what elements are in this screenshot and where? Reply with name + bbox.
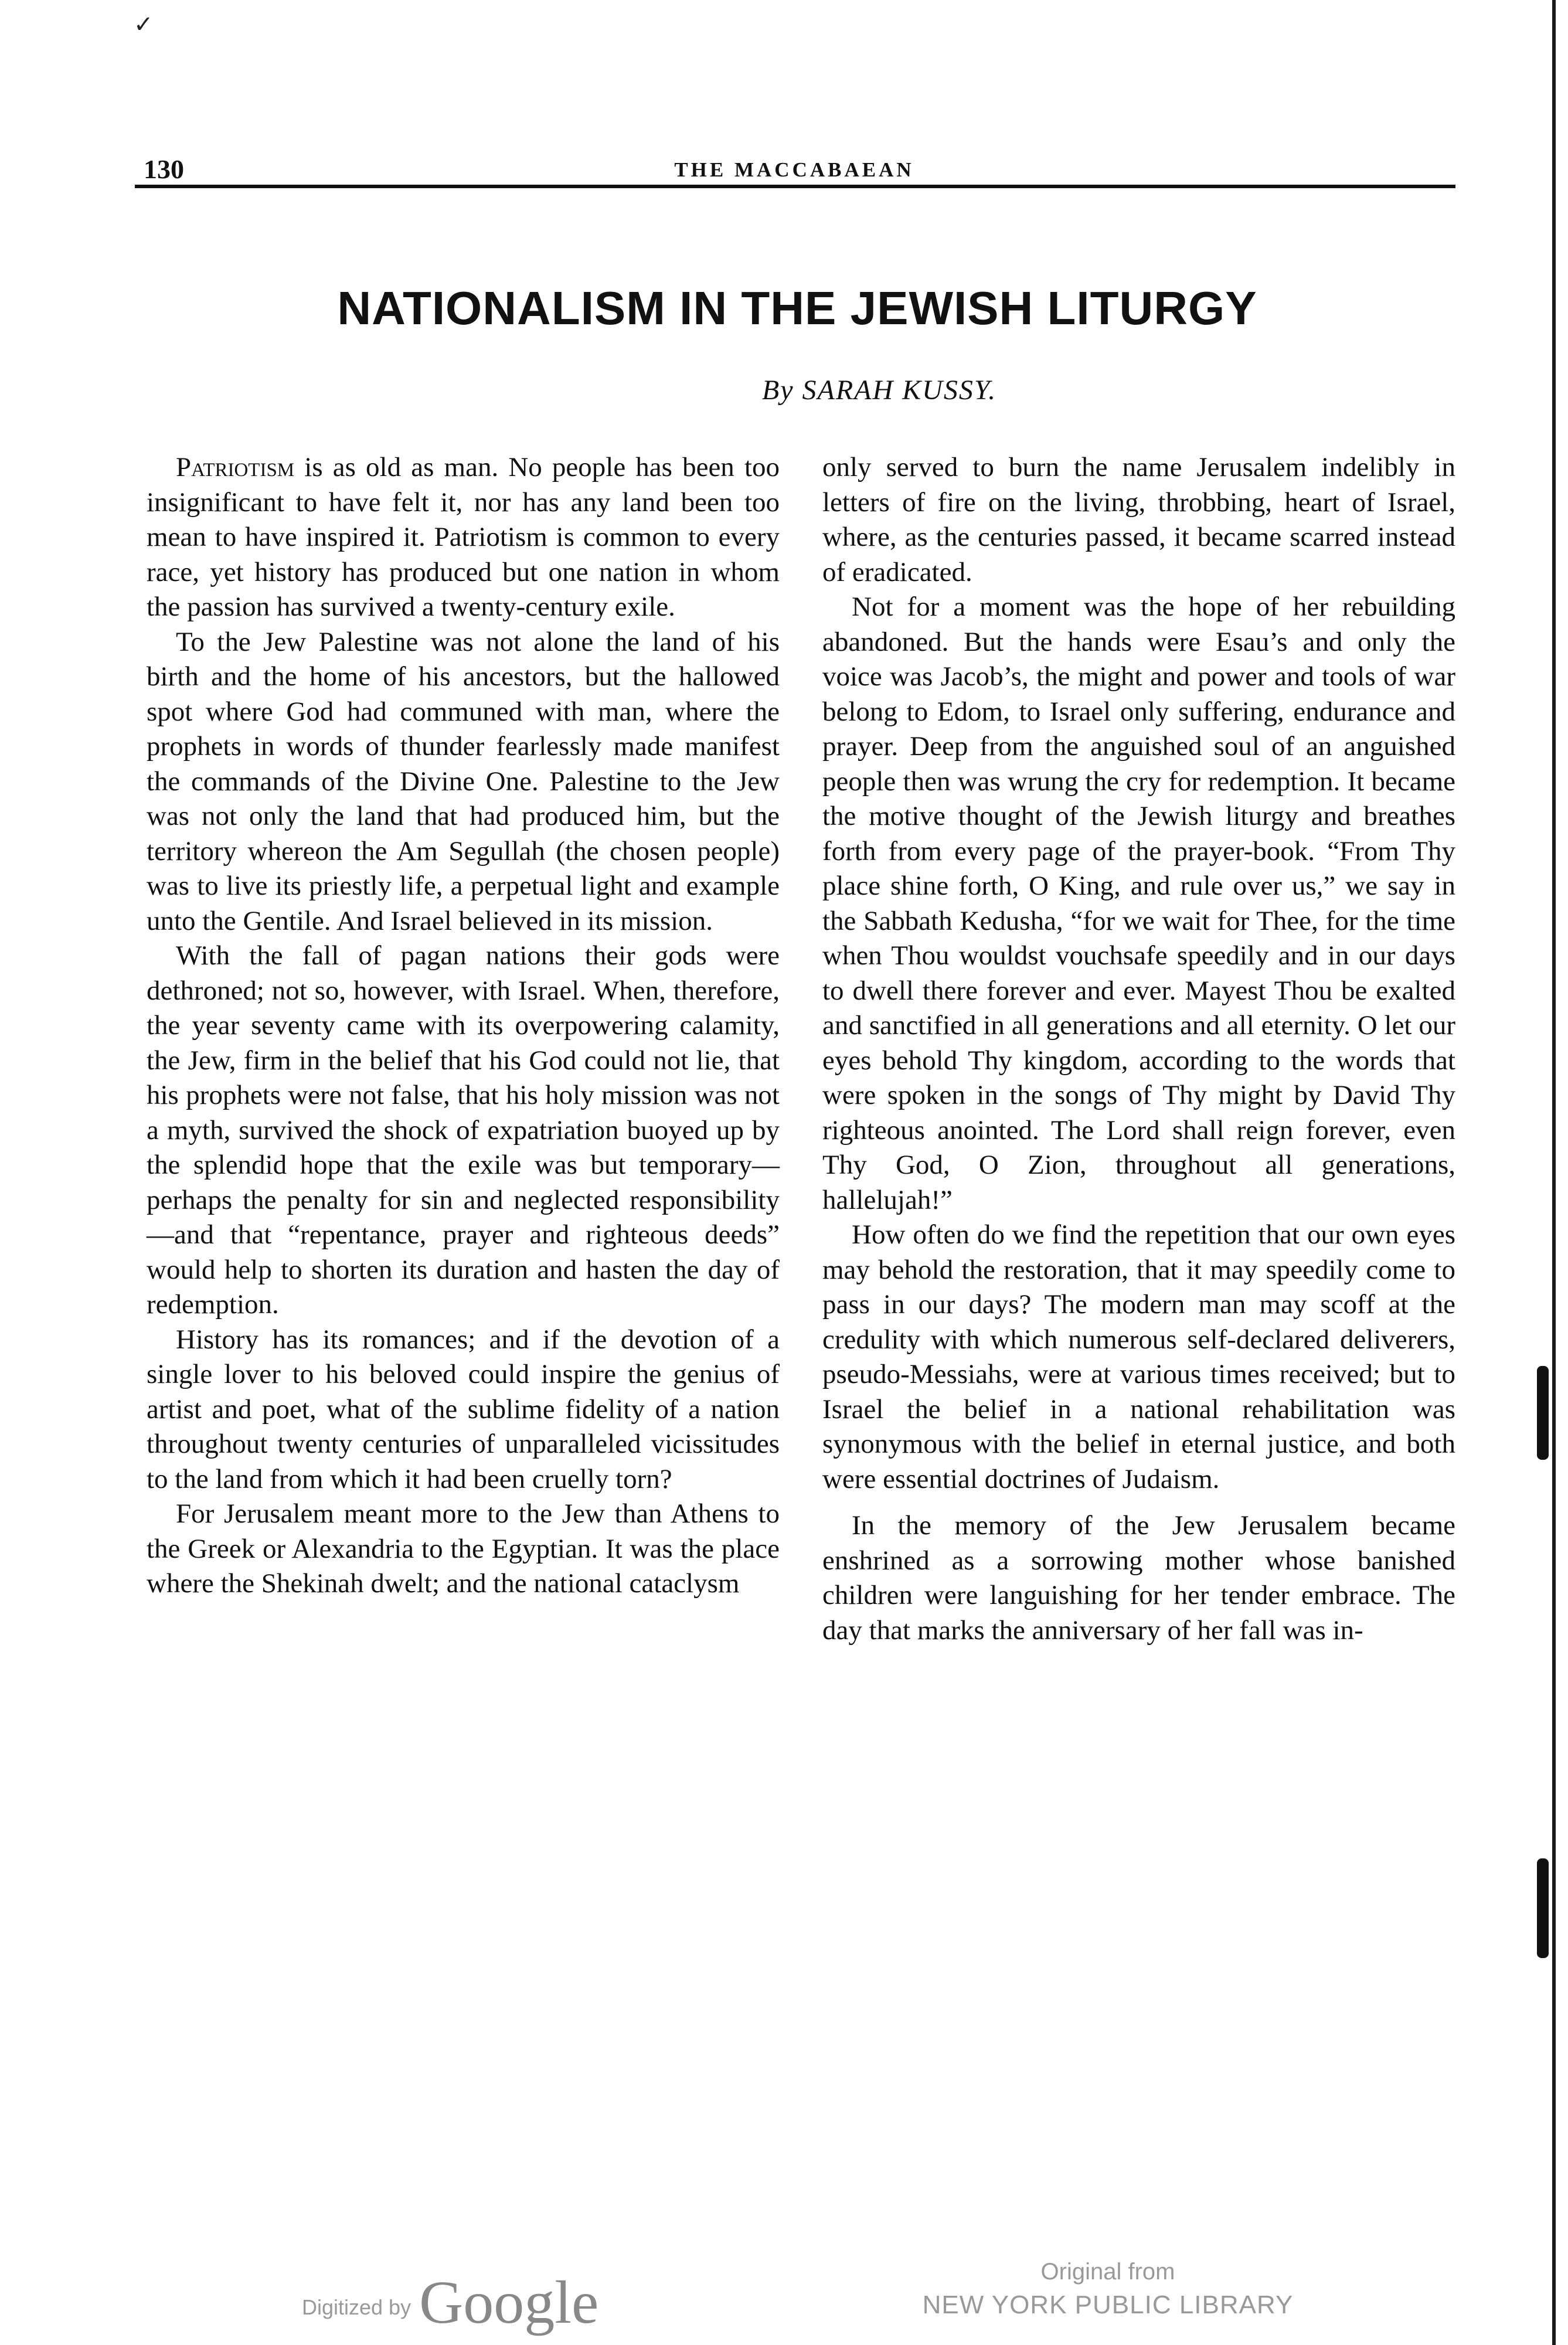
header-rule xyxy=(135,185,1455,188)
library-name: NEW YORK PUBLIC LIBRARY xyxy=(922,2290,1294,2319)
page-header xyxy=(132,154,1457,189)
digitized-by-watermark xyxy=(302,2268,598,2337)
google-logo: Google xyxy=(419,2269,599,2336)
paragraph: In the memory of the Jew Jerusalem became enshrined as a sorrowing mother whose banished children were languishing for her tender embrace. The day that marks the anniversary of her fall was in- xyxy=(822,1510,1455,1646)
paragraph xyxy=(147,450,780,625)
left-column xyxy=(147,450,780,1602)
paragraph: With the fall of pagan nations their gods were dethroned; not so, however, with Israel. When, therefore, the year seventy came with its overpowering calamity, the Jew, firm in the belief that his God could not lie, that his prophets were not false, that his holy mission was not a myth, survived the shock of expatriation buoyed up by the splendid hope that the exile was but temporary—perhaps the penalty for sin and neglected responsibility—and that “repentance, prayer and righteous deeds” would help to shorten its duration and hasten the day of redemption. xyxy=(147,940,780,1320)
paragraph: History has its romances; and if the devotion of a single lover to his beloved could inspire the genius of artist and poet, what of the sublime fidelity of a nation throughout twenty centuries of unparalleled vicissitudes to the land from which it had been cruelly torn? xyxy=(147,1324,780,1494)
page-edge-rule xyxy=(1552,0,1556,2345)
paragraph: To the Jew Palestine was not alone the land of his birth and the home of his ancestors, but the hallowed spot where God had communed with man, where the prophets in words of thunder fearlessly made manifest the commands of the Divine One. Palestine to the Jew was not only the land that had produced him, but the territory whereon the Am Segullah (the chosen people) was to live its priestly life, a perpetual light and example unto the Gentile. And Israel believed in its mission. xyxy=(147,626,780,936)
paragraph: How often do we find the repetition that our own eyes may behold the restoration, that it may speedily come to pass in our days? The modern man may scoff at the credulity with which numerous self-declared deliverers, pseudo-Messiahs, were at various times received; but to Israel the belief in a national rehabilitation was synonymous with the belief in eternal justice, and both were essential doctrines of Judaism. xyxy=(822,1219,1455,1494)
page-edge-mark xyxy=(1537,1366,1549,1460)
running-head: THE MACCABAEAN xyxy=(674,158,914,181)
paragraph-text: is as old as man. No people has been too insignificant to have felt it, nor has any land been too mean to have inspired it. Patriotism is common to every race, yet history has produced but one nation in whom the passion has survived a twenty-century exile. xyxy=(147,452,780,622)
lead-word: Patriotism xyxy=(176,452,295,482)
paragraph: only served to burn the name Jerusalem indelibly in letters of fire on the living, throbbing, heart of Israel, where, as the centuries passed, it became scarred instead of eradicated. xyxy=(822,452,1455,587)
page-edge-mark xyxy=(1537,1858,1549,1958)
article-byline: By SARAH KUSSY. xyxy=(761,375,997,406)
digitized-by-label: Digitized by xyxy=(302,2295,411,2319)
library-watermark xyxy=(844,2256,1372,2323)
paragraph: Not for a moment was the hope of her rebuilding abandoned. But the hands were Esau’s and only the voice was Jacob’s, the might and power and tools of war belong to Edom, to Israel only suffering, endurance and prayer. Deep from the anguished soul of an anguished people then was wrung the cry for redemption. It became the motive thought of the Jewish liturgy and breathes forth from every page of the prayer-book. “From Thy place shine forth, O King, and rule over us,” we say in the Sabbath Kedusha, “for we wait for Thee, for the time when Thou wouldst vouchsafe speedily and in our days to dwell there forever and ever. Mayest Thou be exalted and sanctified in all generations and all eternity. O let our eyes behold Thy kingdom, according to the words that were spoken in the songs of Thy might by David Thy righteous anointed. The Lord shall reign forever, even Thy God, O Zion, throughout all generations, hallelujah!” xyxy=(822,592,1455,1215)
right-column xyxy=(822,450,1455,1648)
original-from-label: Original from xyxy=(1040,2259,1175,2285)
paragraph: For Jerusalem meant more to the Jew than Athens to the Greek or Alexandria to the Egyptian. It was the place where the Shekinah dwelt; and the national cataclysm xyxy=(147,1498,780,1599)
pencil-tick-mark: ✓ xyxy=(134,11,154,38)
page-number: 130 xyxy=(144,154,184,184)
article-title: NATIONALISM IN THE JEWISH LITURGY xyxy=(337,282,1257,334)
